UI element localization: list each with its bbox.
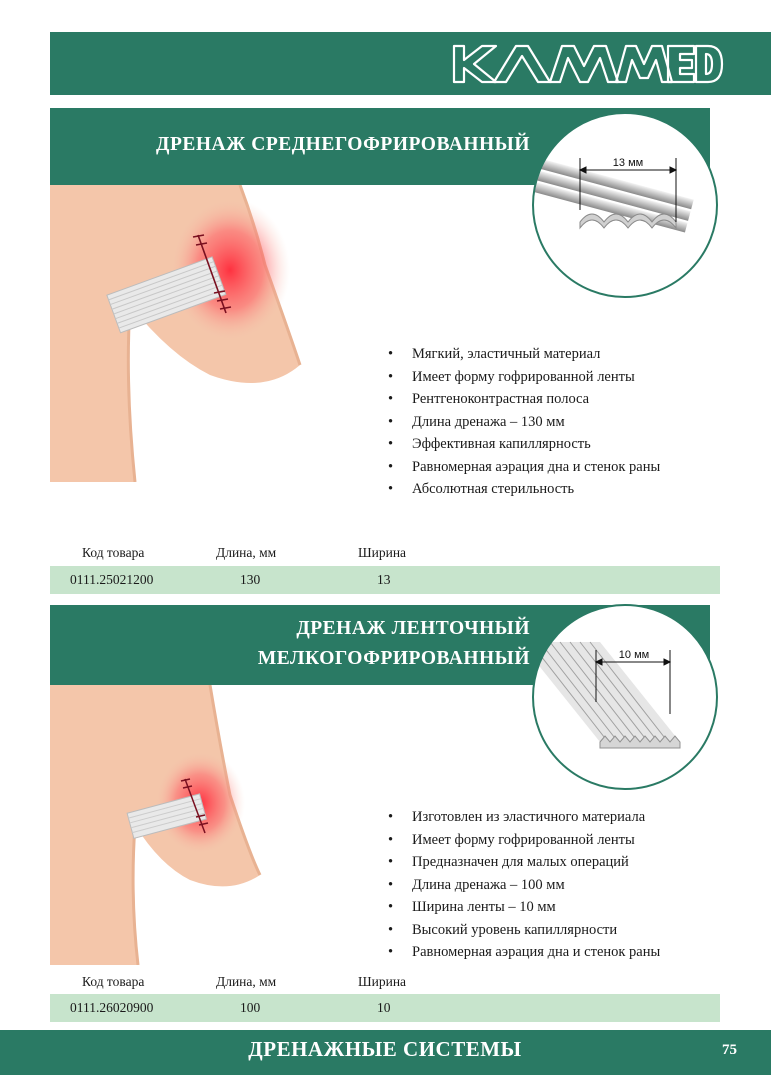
feature-item: • Ширина ленты – 10 мм	[386, 896, 660, 919]
feature-item: • Эффективная капиллярность	[386, 433, 660, 456]
product-length: 130	[240, 572, 261, 587]
product-length: 100	[240, 1000, 261, 1015]
section1-header-width: Ширина	[358, 545, 407, 560]
product-width: 13	[377, 572, 391, 587]
feature-item: • Предназначен для малых операций	[386, 851, 660, 874]
feature-item: • Равномерная аэрация дна и стенок раны	[386, 941, 660, 964]
section1-dimension-label: 13 мм	[612, 157, 644, 169]
feature-item: • Длина дренажа – 130 мм	[386, 411, 660, 434]
feature-item: • Имеет форму гофрированной ленты	[386, 366, 660, 389]
product-code: 0111.26020900	[70, 1000, 154, 1015]
section2-features	[386, 806, 660, 964]
section2-header-width: Ширина	[358, 974, 407, 989]
feature-item: • Изготовлен из эластичного материала	[386, 806, 660, 829]
feature-item: • Длина дренажа – 100 мм	[386, 874, 660, 897]
section1-dimension-diagram	[530, 110, 720, 300]
section2-header-code: Код товара	[82, 974, 145, 989]
section2-dimension-label: 10 мм	[618, 649, 650, 661]
section2-table-row	[50, 994, 720, 1022]
section1-title: ДРЕНАЖ СРЕДНЕГОФРИРОВАННЫЙ	[156, 134, 530, 155]
page-number: 75	[722, 1042, 737, 1058]
section1-table-row	[50, 566, 720, 594]
section2-arm-illustration	[50, 685, 320, 965]
feature-item: • Абсолютная стерильность	[386, 478, 660, 501]
feature-item: • Равномерная аэрация дна и стенок раны	[386, 456, 660, 479]
section1-features	[386, 343, 660, 501]
feature-item: • Мягкий, эластичный материал	[386, 343, 660, 366]
feature-item: • Высокий уровень капиллярности	[386, 919, 660, 942]
section1-arm-illustration	[50, 185, 350, 482]
product-width: 10	[377, 1000, 391, 1015]
feature-item: • Рентгеноконтрастная полоса	[386, 388, 660, 411]
section2-title-line1: ДРЕНАЖ ЛЕНТОЧНЫЙ	[296, 618, 530, 639]
product-code: 0111.25021200	[70, 572, 154, 587]
section1-header-code: Код товара	[82, 545, 145, 560]
section2-dimension-diagram	[530, 602, 720, 792]
section1-header-length: Длина, мм	[216, 545, 277, 560]
footer-title: ДРЕНАЖНЫЕ СИСТЕМЫ	[248, 1037, 522, 1061]
section2-title-line2: МЕЛКОГОФРИРОВАННЫЙ	[257, 648, 530, 669]
kammed-logo	[450, 42, 725, 86]
section2-header-length: Длина, мм	[216, 974, 277, 989]
feature-item: • Имеет форму гофрированной ленты	[386, 829, 660, 852]
